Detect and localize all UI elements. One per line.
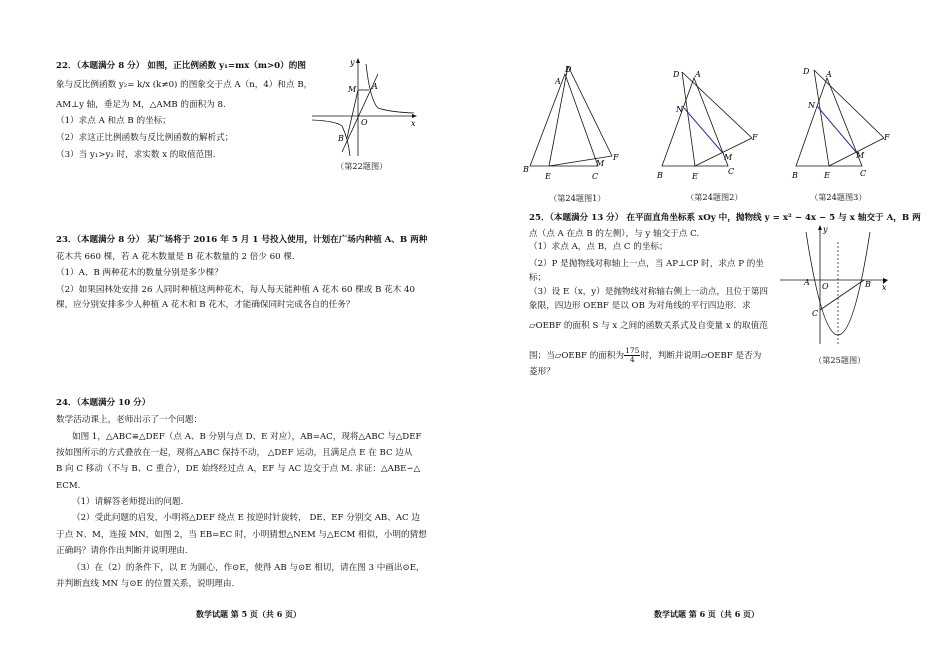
fig2-label-b: B [657,171,663,180]
q24-caption-2: （第24题图2） [686,192,743,202]
fig3-label-n: N [808,101,815,110]
right-page-footer: 数学试题 第 6 页（共 6 页） [654,609,760,619]
q25-label-o: O [822,282,829,291]
q25-caption: （第25题图） [814,355,866,365]
q24-line-7: （1）请解答老师提出的问题. [72,497,184,507]
q23-line-2: 花木共 660 棵，若 A 花木数量是 B 花木数量的 2 倍少 60 棵. [56,252,295,262]
fig3-label-b: B [792,171,798,180]
q24-line-11: （3）在（2）的条件下，以 E 为圆心，作⊙E，使得 AB 与⊙E 相切，请在图 3 中画出⊙E， [72,563,425,573]
q22-label-o: O [361,118,368,127]
fig2-label-n: N [676,105,683,114]
q23-line-1: 23．（本题满分 8 分） 某广场将于 2016 年 5 月 1 号投入使用，计划在广场内种植 A、B 两种 [56,235,428,245]
q25-frac-num: 175 [625,346,640,355]
fig1-label-c: C [592,172,599,181]
q25-line-9 [529,347,761,364]
q25-fraction [624,347,640,364]
q25-figure [778,222,890,346]
q22-line-6: （3）当 y₁>y₂ 时，求实数 x 的取值范围. [56,150,216,160]
q25-line-1: 25．（本题满分 13 分） 在平面直角坐标系 xOy 中，抛物线 y = x² − 4x − 5 与 x 轴交于 A，B 两 [529,213,921,223]
q25-label-a: A [804,278,810,287]
fig2-label-c: C [728,167,735,176]
q24-line-10: 正确吗？请你作出判断并说明理由. [56,546,188,556]
fig3-label-d: D [803,67,810,76]
q25-label-y: y [823,225,828,234]
fig2-label-d: D [673,70,680,79]
q24-line-12: 并判断直线 MN 与⊙E 的位置关系，说明理由. [56,579,235,589]
q24-line-5: B 向 C 移动（不与 B、C 重合），DE 始终经过点 A，EF 与 AC 边交于点 M. 求证：△ABE∽△ [56,464,421,474]
fig3-label-m: M [856,151,865,160]
q22-line-1: 22．（本题满分 8 分） 如图，正比例函数 y₁=mx（m>0）的图 [56,61,306,71]
q24-figure-2 [654,66,764,184]
fig2-label-a: A [695,70,701,79]
q24-line-9: 于点 N、M，连接 MN，如图 2，当 EB=EC 时，小明猜想△NEM 与△ECM 相似，小明的猜想 [56,530,427,540]
q25-label-b: B [865,280,871,289]
q25-label-x: x [882,283,887,292]
q25-line-10: 菱形？ [529,367,555,377]
q25-line-9-text: 围；当▱OEBF 的面积为 [529,351,625,361]
q24-line-8: （2）受此问题的启发，小明将△DEF 绕点 E 按逆时针旋转， DE、EF 分别交 AB、AC 边 [72,513,420,523]
fig1-label-a: A [555,77,561,86]
q25-line-6: （3）设 E（x，y）是抛物线对称轴右侧上一动点，且位于第四 [529,287,769,297]
q25-line-3: （1）求点 A，点 B，点 C 的坐标； [529,242,668,252]
fig2-label-m: M [724,153,733,162]
q25-line-8: ▱OEBF 的面积 S 与 x 之间的函数关系式及自变量 x 的取值范 [529,321,768,331]
q23-line-5: 棵，应分别安排多少人种植 A 花木和 B 花木，才能确保同时完成各自的任务？ [56,300,355,310]
q25-line-9-tail: 时，判断并说明▱OEBF 是否为 [640,351,762,361]
q22-label-x: x [411,119,416,128]
q22-label-b: B [338,134,344,143]
q22-line-3: AM⊥y 轴，垂足为 M，△AMB 的面积为 8. [56,100,226,110]
q22-line-4: （1）求点 A 和点 B 的坐标； [56,116,171,126]
q25-frac-den: 4 [629,355,635,364]
q22-line-5: （2）求这正比例函数与反比例函数的解析式； [56,133,234,143]
q22-caption: （第22题图） [336,161,388,171]
left-page-footer: 数学试题 第 5 页（共 6 页） [196,609,302,619]
q25-line-4: （2）P 是抛物线对称轴上一点，当 AP⊥CP 时，求点 P 的坐 [529,259,764,269]
q25-line-7: 象限，四边形 OEBF 是以 OB 为对角线的平行四边形．求 [529,301,751,311]
q24-line-2: 数学活动课上，老师出示了一个问题： [56,415,203,425]
fig3-label-c: C [860,169,867,178]
fig3-label-f: F [884,133,890,142]
q23-line-3: （1）A、B 两种花木的数量分别是多少棵？ [56,268,223,278]
fig3-label-a: A [826,70,832,79]
q25-label-c: C [812,309,819,318]
q25-line-2: 点（点 A 在点 B 的左侧），与 y 轴交于点 C. [529,229,700,239]
fig2-label-f: F [752,133,758,142]
q22-label-y: y [350,58,355,67]
q24-line-3: 如图 1，△ABC≌△DEF（点 A、B 分别与点 D、E 对应），AB=AC，现将△ABC 与△DEF [72,432,422,442]
fig1-label-m: M [596,159,605,168]
q24-figure-3 [790,64,898,184]
fig2-label-e: E [692,172,698,181]
fig1-label-f: F [613,153,619,162]
q24-caption-1: （第24题图1） [549,193,606,203]
q24-caption-3: （第24题图3） [810,192,867,202]
q24-figure-1 [520,62,625,184]
q25-line-5: 标； [529,273,547,283]
fig1-label-e: E [545,172,551,181]
q23-line-4: （2）如果园林处安排 26 人同时种植这两种花木，每人每天能种植 A 花木 60 棵或 B 花木 40 [56,285,415,295]
q22-label-a: A [372,82,378,91]
fig1-label-d: D [565,65,572,74]
q22-line-2: 象与反比例函数 y₂= k/x (k≠0) 的图象交于点 A（n，4）和点 B， [56,80,313,90]
q22-label-m: M [348,85,357,94]
q24-line-6: ECM. [56,481,81,491]
fig3-label-e: E [824,171,830,180]
fig1-label-b: B [523,165,529,174]
q24-line-1: 24．（本题满分 10 分） [56,398,151,408]
q22-figure [308,56,418,162]
q24-line-4: 按如图所示的方式叠放在一起，现将△ABC 保持不动， △DEF 运动，且满足点 E 在 BC 边从 [56,448,413,458]
